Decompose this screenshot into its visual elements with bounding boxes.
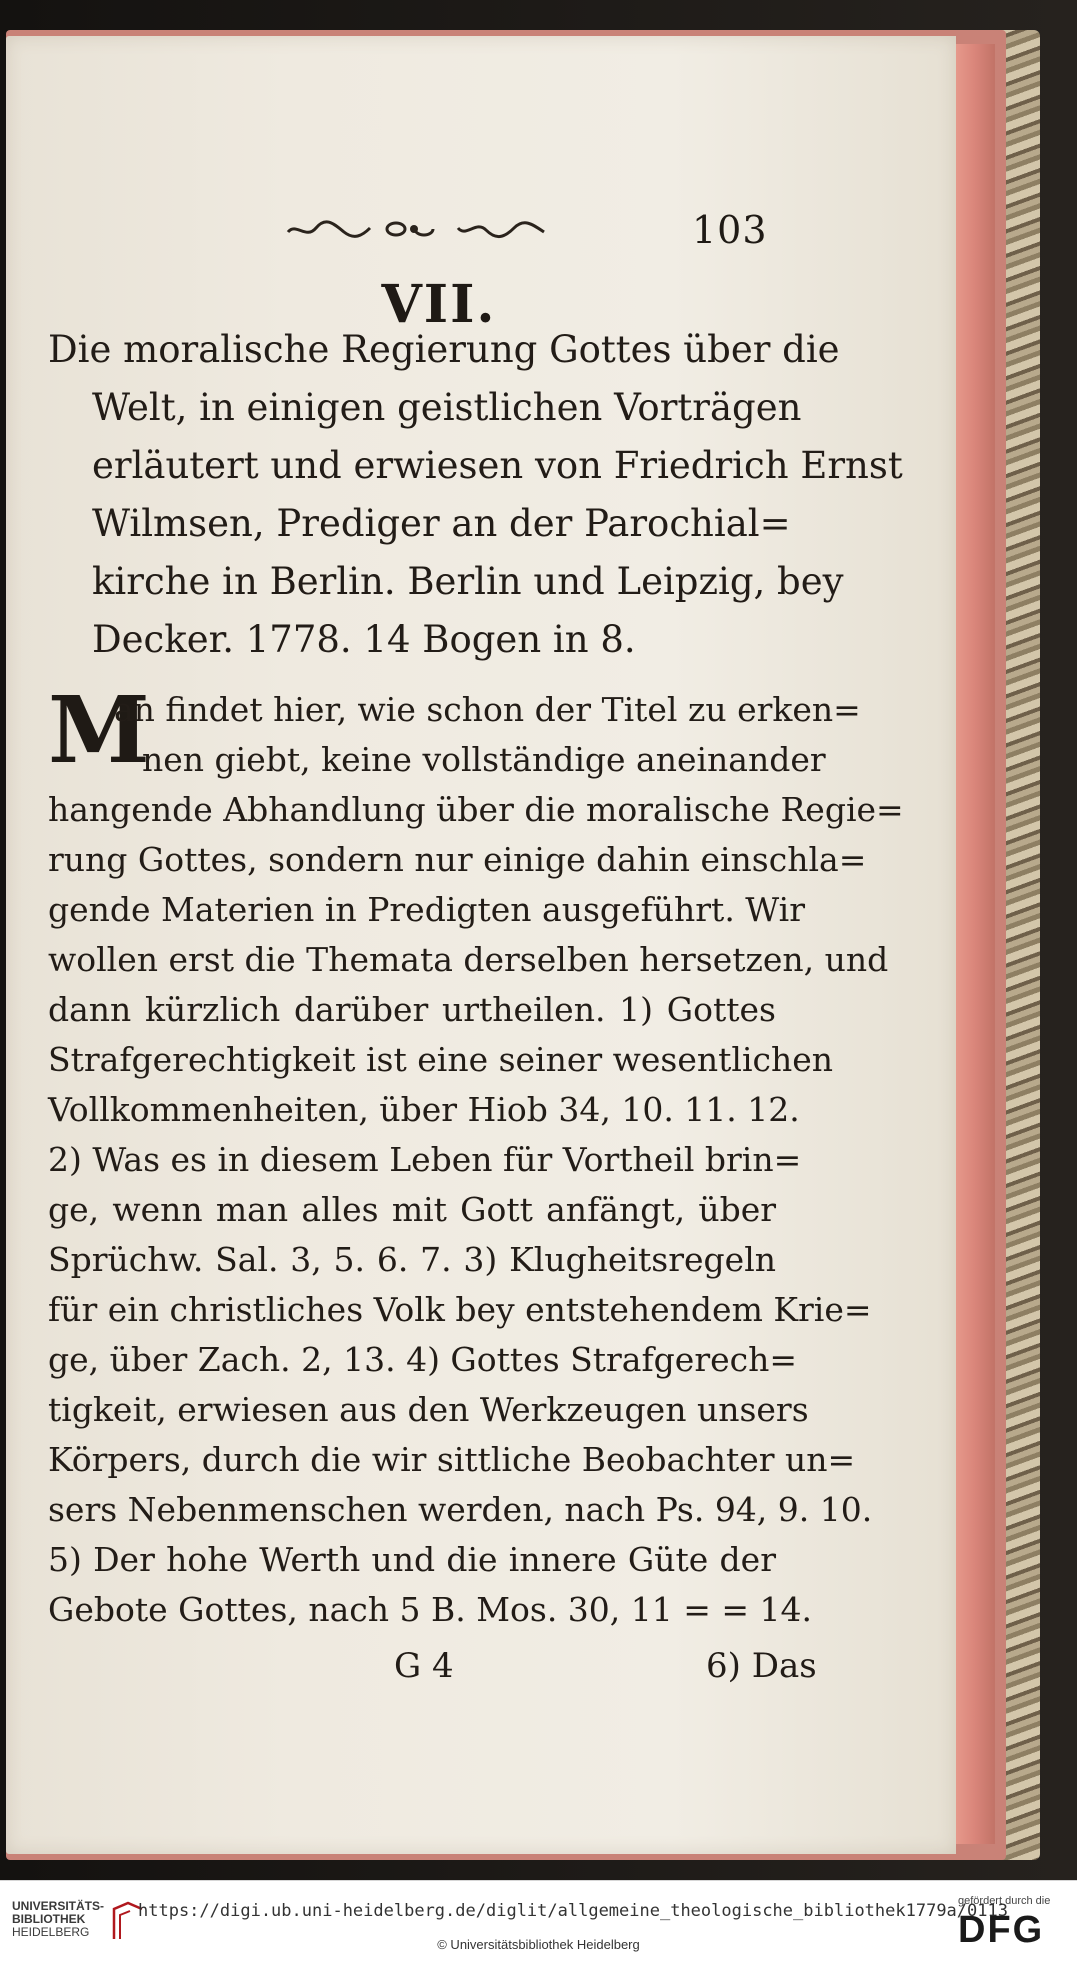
title-line: kirche in Berlin. Berlin und Leipzig, bey xyxy=(92,560,844,603)
copyright-notice: © Universitätsbibliothek Heidelberg xyxy=(437,1937,640,1952)
catchword: 6) Das xyxy=(706,1646,817,1686)
library-name-line: BIBLIOTHEK xyxy=(12,1912,86,1926)
body-line: Sprüchw. Sal. 3, 5. 6. 7. 3) Klugheitsregeln xyxy=(48,1240,776,1279)
body-line: tigkeit, erwiesen aus den Werkzeugen unsers xyxy=(48,1390,809,1429)
body-line: Gebote Gottes, nach 5 B. Mos. 30, 11 = = 14. xyxy=(48,1590,813,1629)
viewer-footer xyxy=(0,1880,1077,1961)
signature-mark: G 4 xyxy=(394,1646,454,1686)
body-line: ge, über Zach. 2, 13. 4) Gottes Strafgerech= xyxy=(48,1340,798,1379)
dfg-logo: DFG xyxy=(958,1909,1045,1951)
body-line: Körpers, durch die wir sittliche Beobachter un= xyxy=(48,1440,856,1479)
funder-label: gefördert durch die xyxy=(958,1895,1051,1907)
body-line: ge, wenn man alles mit Gott anfängt, über xyxy=(48,1190,776,1229)
body-line: Strafgerechtigkeit ist eine seiner wesentlichen xyxy=(48,1040,834,1079)
library-name-line: HEIDELBERG xyxy=(12,1925,90,1939)
title-line: Decker. 1778. 14 Bogen in 8. xyxy=(92,618,636,661)
body-line: 5) Der hohe Werth und die innere Güte der xyxy=(48,1540,776,1579)
title-line: Die moralische Regierung Gottes über die xyxy=(48,328,840,371)
drop-cap: M xyxy=(48,676,150,784)
chapter-numeral: VII. xyxy=(381,274,497,335)
title-line: Welt, in einigen geistlichen Vorträgen xyxy=(92,386,802,429)
body-line: 2) Was es in diesem Leben für Vortheil brin= xyxy=(48,1140,802,1179)
title-line: Wilmsen, Prediger an der Parochial= xyxy=(92,502,791,545)
body-line: nen giebt, keine vollständige aneinander xyxy=(142,740,826,779)
body-line: hangende Abhandlung über die moralische Regie= xyxy=(48,790,904,829)
library-name xyxy=(12,1900,104,1939)
page-number: 103 xyxy=(692,208,768,252)
body-line: für ein christliches Volk bey entstehendem Krie= xyxy=(48,1290,872,1329)
title-line: erläutert und erwiesen von Friedrich Ernst xyxy=(92,444,903,487)
book-page xyxy=(6,36,956,1854)
header-ornament xyxy=(286,214,546,244)
permalink-url[interactable]: https://digi.ub.uni-heidelberg.de/diglit/allgemeine_theologische_bibliothek1779a/0113 xyxy=(138,1901,1008,1921)
body-line: Vollkommenheiten, über Hiob 34, 10. 11. 12. xyxy=(48,1090,800,1129)
body-line: sers Nebenmenschen werden, nach Ps. 94, 9. 10. xyxy=(48,1490,873,1529)
body-line: rung Gottes, sondern nur einige dahin einschla= xyxy=(48,840,867,879)
library-name-line: UNIVERSITÄTS- xyxy=(12,1899,105,1913)
body-line: dann kürzlich darüber urtheilen. 1) Gottes xyxy=(48,990,776,1029)
body-line: an findet hier, wie schon der Titel zu erken= xyxy=(114,690,861,729)
body-line: gende Materien in Predigten ausgeführt. Wir xyxy=(48,890,805,929)
page-edge-red xyxy=(955,44,995,1844)
body-line: wollen erst die Themata derselben hersetzen, und xyxy=(48,940,889,979)
